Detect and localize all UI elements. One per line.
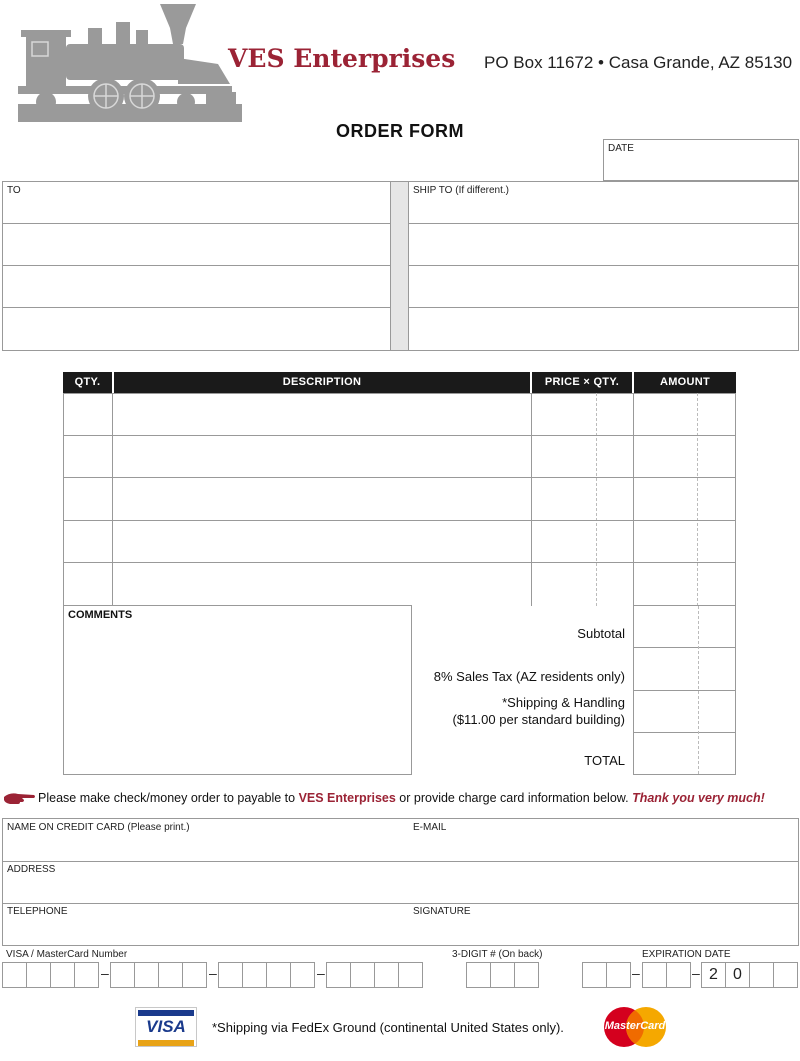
name-on-card-field[interactable]: [3, 819, 406, 860]
header: [0, 0, 800, 125]
table-row[interactable]: [63, 393, 736, 435]
sales-tax-field[interactable]: [634, 648, 735, 690]
to-line-4[interactable]: [3, 308, 390, 349]
visa-logo: VISA: [135, 1007, 197, 1047]
ship-to-line-1[interactable]: [409, 182, 798, 223]
thank-you-text: Thank you very much!: [632, 791, 765, 805]
payment-note-company: VES Enterprises: [298, 791, 396, 805]
order-table: [63, 372, 736, 606]
sales-tax-label: 8% Sales Tax (AZ residents only): [433, 669, 625, 684]
locomotive-icon: [18, 0, 244, 124]
cvv-label: 3-DIGIT # (On back): [452, 949, 543, 960]
to-line-3[interactable]: [3, 266, 390, 307]
total-field[interactable]: [634, 733, 735, 774]
table-row[interactable]: [63, 435, 736, 477]
card-number-label: VISA / MasterCard Number: [6, 949, 128, 960]
ship-to-line-4[interactable]: [409, 308, 798, 349]
name-on-card-label: NAME ON CREDIT CARD (Please print.): [7, 822, 190, 833]
pointing-hand-icon: [4, 792, 36, 806]
to-line-1[interactable]: [3, 182, 390, 223]
description-header: DESCRIPTION: [114, 372, 530, 393]
email-field[interactable]: [408, 819, 798, 860]
shipping-note: *Shipping via FedEx Ground (continental United States only).: [212, 1020, 564, 1035]
qty-header: QTY.: [63, 372, 112, 393]
shipping-label-line2: ($11.00 per standard building): [452, 712, 625, 727]
expiration-year-digit-2: 0: [725, 962, 750, 988]
table-row[interactable]: [63, 520, 736, 562]
total-label: TOTAL: [584, 753, 625, 768]
date-label: DATE: [608, 143, 634, 154]
table-row[interactable]: [63, 562, 736, 605]
subtotal-label: Subtotal: [577, 626, 625, 641]
company-address: PO Box 11672 • Casa Grande, AZ 85130: [484, 53, 793, 72]
ship-to-label: SHIP TO (If different.): [413, 185, 509, 196]
page-title: ORDER FORM: [336, 121, 464, 141]
date-field[interactable]: [603, 139, 799, 181]
signature-field[interactable]: [408, 903, 798, 945]
payment-note: [4, 790, 800, 808]
subtotal-field[interactable]: [634, 606, 735, 647]
telephone-label: TELEPHONE: [7, 906, 68, 917]
to-line-2[interactable]: [3, 224, 390, 265]
shipping-field[interactable]: [634, 691, 735, 732]
signature-label: SIGNATURE: [413, 906, 471, 917]
shipping-label-line1: *Shipping & Handling: [502, 695, 625, 710]
cvv-field[interactable]: [466, 962, 539, 988]
mastercard-logo: MasterCard: [599, 1005, 671, 1049]
card-number-field[interactable]: – – –: [2, 962, 424, 988]
comments-field[interactable]: [63, 605, 412, 775]
payment-note-text: Please make check/money order to payable to: [38, 791, 299, 805]
expiration-year-digit-1: 2: [701, 962, 726, 988]
amount-header: AMOUNT: [634, 372, 736, 393]
company-name: VES Enterprises: [228, 44, 456, 73]
ship-to-line-3[interactable]: [409, 266, 798, 307]
address-divider: [391, 181, 408, 351]
telephone-field[interactable]: [3, 903, 406, 945]
comments-label: COMMENTS: [68, 609, 133, 621]
ship-to-line-2[interactable]: [409, 224, 798, 265]
expiration-date-field[interactable]: – – 2 0: [582, 962, 799, 988]
payment-note-text-2: or provide charge card information below.: [395, 791, 633, 805]
to-label: TO: [7, 185, 21, 196]
price-qty-header: PRICE × QTY.: [532, 372, 632, 393]
expiration-date-label: EXPIRATION DATE: [642, 949, 731, 960]
table-row[interactable]: [63, 477, 736, 520]
email-label: E-MAIL: [413, 822, 447, 833]
address-field[interactable]: [3, 861, 798, 902]
address-label: ADDRESS: [7, 864, 56, 875]
